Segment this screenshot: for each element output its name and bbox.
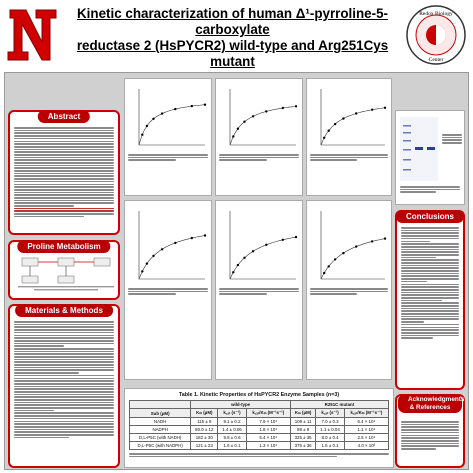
data-point: [141, 134, 143, 136]
materials-methods-section: [8, 304, 120, 468]
data-point: [371, 240, 373, 242]
figure-caption: [219, 153, 299, 162]
data-point: [243, 257, 245, 259]
table-cell: 7.9 × 10⁴: [246, 418, 290, 426]
acknowledgments-section: [395, 394, 465, 468]
data-point: [174, 108, 176, 110]
table-cell: 2.5 × 10⁴: [344, 434, 388, 442]
data-point: [161, 248, 163, 250]
kinetics-plot: [307, 79, 392, 196]
table-column-header: k꜀ₐₜ/Kₘ (M⁻¹s⁻¹): [344, 409, 388, 418]
kinetics-plot-panel: [215, 200, 303, 380]
table-cell: 8.0 ± 0.4: [316, 434, 345, 442]
data-point: [328, 265, 330, 267]
table-cell: 182 ± 30: [191, 434, 218, 442]
data-point: [252, 250, 254, 252]
table-row: [130, 426, 389, 434]
kinetics-table-title: Table 1. Kinetic Properties of HsPYCR2 Enzyme Samples (n=3): [178, 392, 340, 398]
table-cell: 1.5 ± 0.1: [316, 442, 345, 450]
data-point: [265, 244, 267, 246]
table-cell: 9.8 ± 0.6: [218, 434, 247, 442]
table-column-header: Sub (μM): [130, 409, 191, 418]
abstract-section: [8, 110, 120, 235]
data-point: [282, 239, 284, 241]
data-point: [323, 137, 325, 139]
abstract-header: Abstract: [38, 110, 90, 123]
poster-title-line1: Kinetic characterization of human Δ¹-pyrroline-5-carboxylate: [77, 6, 388, 37]
figure-caption: [310, 287, 388, 296]
table-cell: 325 ± 35: [290, 434, 315, 442]
table-cell: 1.1 ± 0.04: [316, 426, 345, 434]
table-cell: 109 ± 11: [290, 418, 315, 426]
table-column-header: Kₘ (μM): [191, 409, 218, 418]
conclusions-header: Conclusions: [396, 210, 464, 223]
data-point: [334, 258, 336, 260]
figure-caption: [128, 153, 208, 162]
data-point: [191, 237, 193, 239]
data-point: [232, 271, 234, 273]
data-point: [161, 112, 163, 114]
kinetics-plot-panel: [306, 78, 392, 196]
kinetics-plot: [216, 79, 303, 196]
conclusions-section: [395, 210, 465, 390]
table-cell: 5.4 × 10⁴: [246, 434, 290, 442]
table-cell: 6.4 × 10⁴: [344, 418, 388, 426]
poster-title-line2: reductase 2 (HsPYCR2) wild-type and Arg251Cys mutant: [76, 38, 389, 69]
materials-methods-text: [14, 320, 114, 462]
data-point: [328, 130, 330, 132]
data-point: [204, 104, 206, 106]
proline-metabolism-section: [8, 240, 120, 300]
data-point: [371, 109, 373, 111]
proline-metabolism-header: Proline Metabolism: [17, 240, 110, 253]
table-cell: 1.8 × 10⁴: [246, 426, 290, 434]
table-cell: 98 ± 9: [290, 426, 315, 434]
data-point: [342, 252, 344, 254]
table-row: [130, 442, 389, 450]
data-point: [342, 117, 344, 119]
svg-text:Redox Biology: Redox Biology: [419, 11, 453, 17]
table-cell: 375 ± 36: [290, 442, 315, 450]
table-row: [130, 434, 389, 442]
data-point: [295, 105, 297, 107]
data-point: [323, 272, 325, 274]
data-point: [355, 112, 357, 114]
data-point: [204, 234, 206, 236]
data-point: [237, 264, 239, 266]
table-cell: 115 ± 9: [191, 418, 218, 426]
data-point: [265, 110, 267, 112]
data-point: [152, 255, 154, 257]
data-point: [232, 135, 234, 137]
table-cell: 1.6 ± 0.1: [218, 442, 247, 450]
table-column-header: Kₘ (μM): [290, 409, 315, 418]
data-point: [295, 236, 297, 238]
table-row: [130, 418, 389, 426]
table-cell: 80.0 ± 12: [191, 426, 218, 434]
table-row-label: NADH: [130, 418, 191, 426]
data-point: [146, 262, 148, 264]
data-point: [355, 245, 357, 247]
data-point: [237, 128, 239, 130]
redox-center-seal: [405, 4, 467, 66]
kinetics-table: [129, 400, 389, 450]
kinetics-plot-panel: [215, 78, 303, 196]
acknowledgments-header: Acknowledgments & References: [398, 394, 462, 413]
data-point: [384, 107, 386, 109]
table-column-header: k꜀ₐₜ (s⁻¹): [316, 409, 345, 418]
table-row-label: D,L-P5C (with NADH): [130, 434, 191, 442]
kinetics-plot-panel: [124, 200, 212, 380]
table-row-label: NADPH: [130, 426, 191, 434]
table-cell: 4.0 × 10³: [344, 442, 388, 450]
university-logo: [6, 4, 60, 66]
kinetics-plot-panel: [124, 78, 212, 196]
gel-image: [400, 117, 438, 181]
conclusions-text: [401, 226, 459, 384]
data-point: [243, 121, 245, 123]
data-point: [191, 105, 193, 107]
wt-group-header: wild-type: [191, 401, 291, 409]
references-text: [401, 420, 459, 462]
svg-text:Center: Center: [428, 57, 444, 63]
figure-caption: [219, 287, 299, 296]
kinetics-plot: [125, 79, 212, 196]
data-point: [384, 237, 386, 239]
data-point: [334, 123, 336, 125]
table-cell: 7.0 ± 0.3: [316, 418, 345, 426]
kinetics-table-panel: [124, 388, 394, 468]
data-point: [152, 118, 154, 120]
mut-group-header: R251C mutant: [290, 401, 388, 409]
figure-caption: [128, 287, 208, 296]
data-point: [146, 125, 148, 127]
data-point: [174, 242, 176, 244]
abstract-text: [14, 126, 114, 229]
sds-page-gel-panel: [395, 110, 465, 205]
data-point: [141, 270, 143, 272]
kinetics-plot-panel: [306, 200, 392, 380]
table-cell: 9.1 ± 0.2: [218, 418, 247, 426]
figure-caption: [310, 153, 388, 162]
data-point: [252, 115, 254, 117]
table-column-header: k꜀ₐₜ/Kₘ (M⁻¹s⁻¹): [246, 409, 290, 418]
table-cell: 1.3 × 10⁴: [246, 442, 290, 450]
table-column-header: k꜀ₐₜ (s⁻¹): [218, 409, 247, 418]
materials-methods-header: Materials & Methods: [15, 304, 113, 317]
table-cell: 121 ± 23: [191, 442, 218, 450]
table-cell: 1.4 ± 0.06: [218, 426, 247, 434]
data-point: [282, 107, 284, 109]
table-row-label: D,L-P5C (with NADPH): [130, 442, 191, 450]
proline-pathway-diagram: [14, 256, 118, 292]
table-cell: 1.1 × 10⁴: [344, 426, 388, 434]
